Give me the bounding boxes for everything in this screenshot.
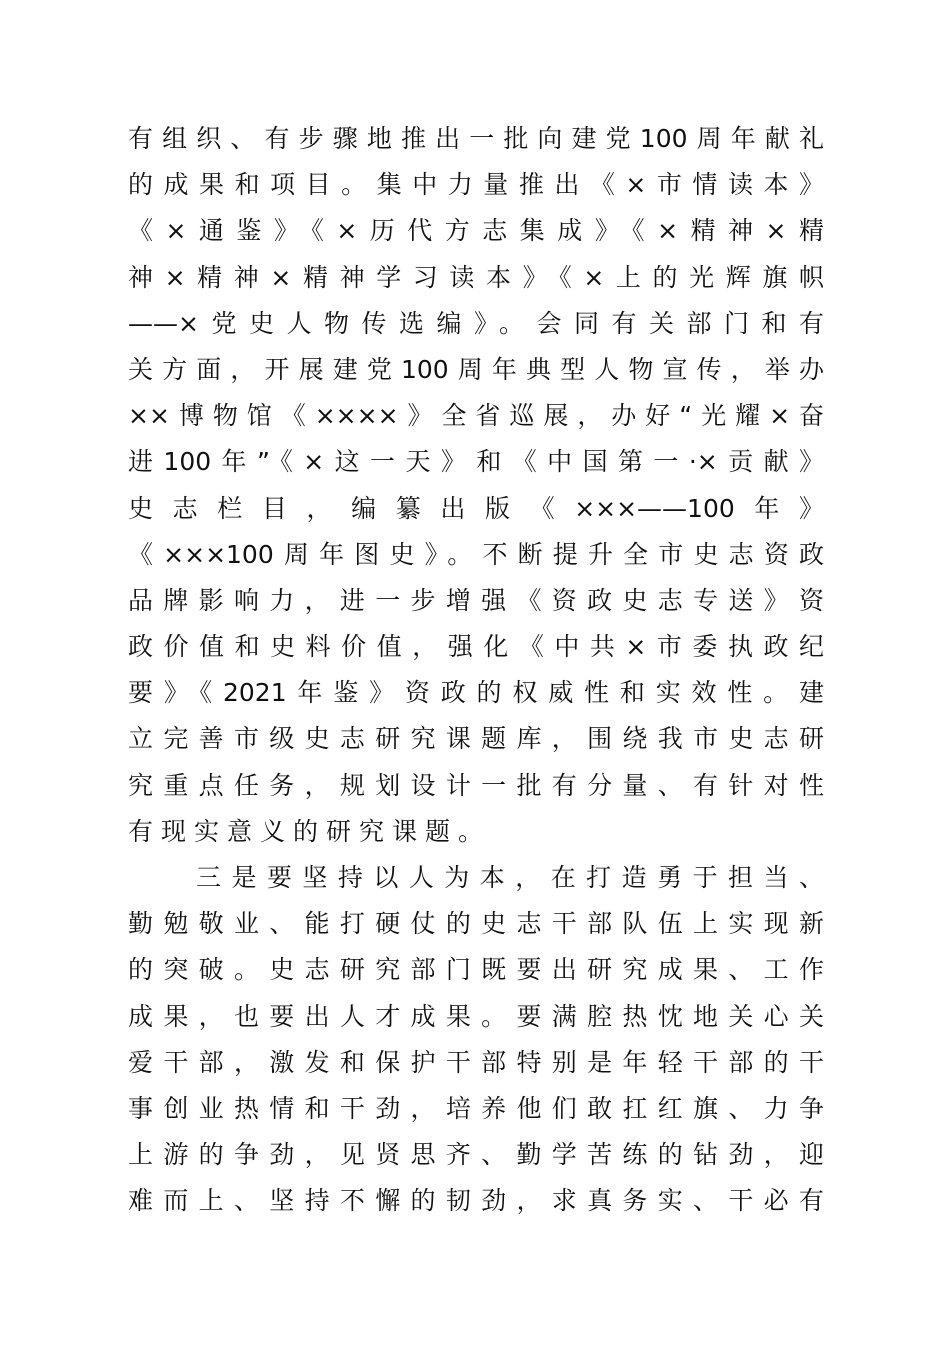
text-line: 神×精神×精神学习读本》《×上的光辉旗帜 (128, 262, 824, 292)
text-line: ——×党史人物传选编》。会同有关部门和有 (128, 308, 824, 338)
text-line: 难而上、坚持不懈的韧劲，求真务实、干必有 (128, 1186, 824, 1216)
text-line: 事创业热情和干劲，培养他们敢扛红旗、力争 (128, 1093, 824, 1123)
text-line: 关方面，开展建党100周年典型人物宣传，举办 (128, 354, 824, 384)
text-line: 史志栏目，编纂出版《×××——100年》 (128, 493, 824, 523)
text-line: 立完善市级史志研究课题库，围绕我市史志研 (128, 724, 824, 754)
text-line: 有组织、有步骤地推出一批向建党100周年献礼 (128, 124, 824, 153)
text-line: 要》《2021年鉴》资政的权威性和实效性。建 (128, 678, 824, 708)
body-text (128, 116, 824, 1225)
text-line: 爱干部，激发和保护干部特别是年轻干部的干 (128, 1047, 824, 1077)
text-line: 政价值和史料价值，强化《中共×市委执政纪 (128, 632, 824, 662)
text-line: 究重点任务，规划设计一批有分量、有针对性 (128, 770, 824, 800)
text-line: 《×通鉴》《×历代方志集成》《×精神×精 (128, 216, 824, 246)
text-line: 的突破。史志研究部门既要出研究成果、工作 (128, 955, 824, 985)
paragraph-start-line: 三是要坚持以人为本，在打造勇于担当、 (196, 863, 824, 892)
text-line: 《×××100周年图史》。不断提升全市史志资政 (128, 539, 824, 569)
text-line: 品牌影响力，进一步增强《资政史志专送》资 (128, 585, 824, 615)
text-line: 勤勉敬业、能打硬仗的史志干部队伍上实现新 (128, 909, 824, 939)
paragraph-end-line: 有现实意义的研究课题。 (128, 816, 492, 846)
text-line: 成果，也要出人才成果。要满腔热忱地关心关 (128, 1001, 824, 1031)
text-line: 的成果和项目。集中力量推出《×市情读本》 (128, 170, 824, 200)
text-line: 进100年”《×这一天》和《中国第一·×贡献》 (128, 447, 824, 477)
text-line: 上游的争劲，见贤思齐、勤学苦练的钻劲，迎 (128, 1140, 824, 1170)
text-line: ××博物馆《××××》全省巡展，办好“光耀×奋 (128, 401, 824, 431)
